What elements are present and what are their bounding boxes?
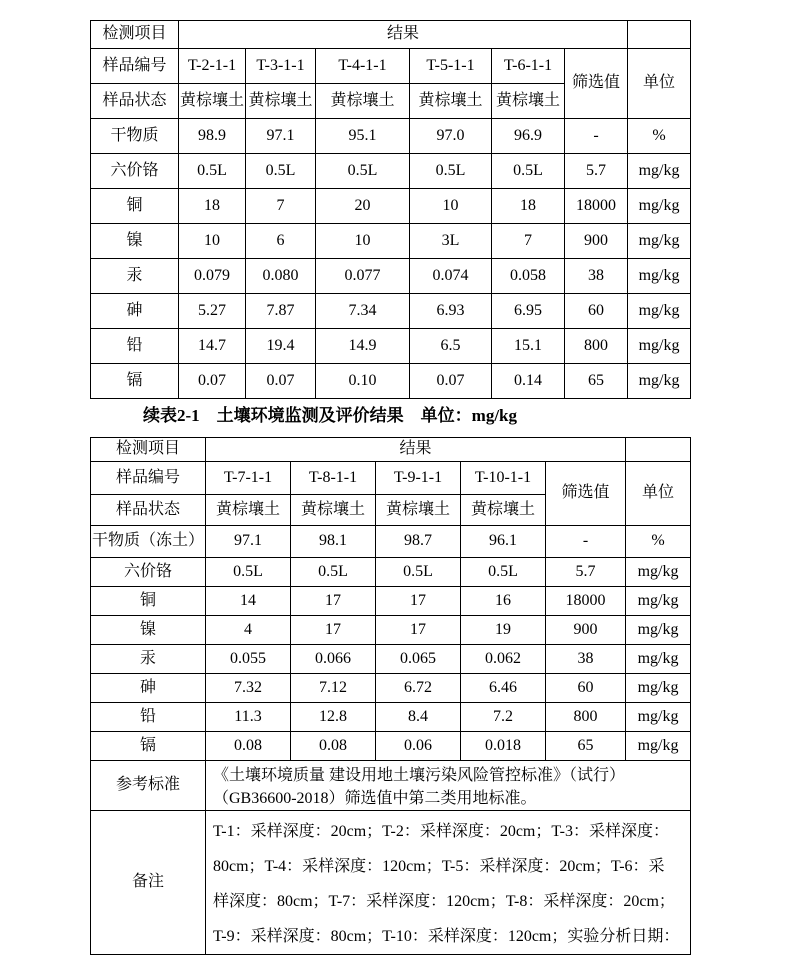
sample-state-cell: 黄棕壤土 [316, 84, 410, 119]
table-row [91, 49, 691, 84]
value-cell: 0.07 [246, 364, 316, 399]
value-cell: 7.34 [316, 294, 410, 329]
value-cell: 0.5L [206, 558, 291, 587]
header-sample-id: 样品编号 [91, 462, 206, 495]
value-cell: 16 [461, 587, 546, 616]
unit-cell: mg/kg [626, 703, 691, 732]
screening-cell: 5.7 [546, 558, 626, 587]
unit-cell: mg/kg [626, 558, 691, 587]
remarks-label: 备注 [91, 811, 206, 955]
sample-id-cell: T-3-1-1 [246, 49, 316, 84]
value-cell: 0.077 [316, 259, 410, 294]
value-cell: 7.2 [461, 703, 546, 732]
screening-cell: 800 [565, 329, 628, 364]
value-cell: 6.95 [492, 294, 565, 329]
value-cell: 6.72 [376, 674, 461, 703]
item-label: 镉 [91, 364, 179, 399]
value-cell: 0.5L [291, 558, 376, 587]
value-cell: 96.1 [461, 526, 546, 558]
value-cell: 8.4 [376, 703, 461, 732]
item-label: 镍 [91, 616, 206, 645]
table-row [91, 703, 691, 732]
value-cell: 17 [291, 587, 376, 616]
unit-cell: mg/kg [628, 154, 691, 189]
reference-standard-line: 《土壤环境质量 建设用地土壤污染风险管控标准》（试行） [213, 767, 626, 784]
screening-cell: 38 [565, 259, 628, 294]
value-cell: 97.0 [410, 119, 492, 154]
table-row [91, 558, 691, 587]
remarks-line: T-1：采样深度：20cm；T-2：采样深度：20cm；T-3：采样深度： [213, 823, 669, 840]
value-cell: 97.1 [246, 119, 316, 154]
screening-cell: 800 [546, 703, 626, 732]
unit-cell: mg/kg [628, 189, 691, 224]
value-cell: 0.5L [492, 154, 565, 189]
unit-cell: mg/kg [628, 224, 691, 259]
value-cell: 0.08 [291, 732, 376, 761]
remarks-text [206, 811, 691, 955]
sample-id-cell: T-5-1-1 [410, 49, 492, 84]
screening-cell: 18000 [546, 587, 626, 616]
screening-cell: - [565, 119, 628, 154]
item-label: 铜 [91, 189, 179, 224]
screening-cell: 38 [546, 645, 626, 674]
value-cell: 0.5L [461, 558, 546, 587]
value-cell: 17 [376, 587, 461, 616]
value-cell: 6.93 [410, 294, 492, 329]
value-cell: 7 [246, 189, 316, 224]
value-cell: 0.055 [206, 645, 291, 674]
value-cell: 95.1 [316, 119, 410, 154]
header-result: 结果 [179, 21, 628, 49]
screening-cell: 5.7 [565, 154, 628, 189]
value-cell: 10 [179, 224, 246, 259]
value-cell: 17 [291, 616, 376, 645]
value-cell: 7.87 [246, 294, 316, 329]
value-cell: 6.5 [410, 329, 492, 364]
item-label: 砷 [91, 674, 206, 703]
item-label: 汞 [91, 645, 206, 674]
unit-cell: mg/kg [626, 674, 691, 703]
value-cell: 20 [316, 189, 410, 224]
sample-id-cell: T-9-1-1 [376, 462, 461, 495]
unit-cell: % [628, 119, 691, 154]
value-cell: 19 [461, 616, 546, 645]
value-cell: 0.14 [492, 364, 565, 399]
value-cell: 4 [206, 616, 291, 645]
value-cell: 0.10 [316, 364, 410, 399]
sample-state-cell: 黄棕壤土 [461, 495, 546, 526]
table-row [91, 189, 691, 224]
sample-state-cell: 黄棕壤土 [410, 84, 492, 119]
table-row [91, 294, 691, 329]
unit-cell: mg/kg [626, 587, 691, 616]
value-cell: 0.066 [291, 645, 376, 674]
value-cell: 10 [410, 189, 492, 224]
value-cell: 98.9 [179, 119, 246, 154]
value-cell: 0.080 [246, 259, 316, 294]
sample-id-cell: T-7-1-1 [206, 462, 291, 495]
value-cell: 0.5L [376, 558, 461, 587]
sample-id-cell: T-2-1-1 [179, 49, 246, 84]
sample-id-cell: T-4-1-1 [316, 49, 410, 84]
reference-standard-label: 参考标准 [91, 761, 206, 811]
item-label: 六价铬 [91, 154, 179, 189]
header-sample-state: 样品状态 [91, 84, 179, 119]
value-cell: 0.5L [316, 154, 410, 189]
value-cell: 14 [206, 587, 291, 616]
value-cell: 98.1 [291, 526, 376, 558]
table-row [91, 329, 691, 364]
value-cell: 0.065 [376, 645, 461, 674]
value-cell: 0.07 [410, 364, 492, 399]
value-cell: 7 [492, 224, 565, 259]
item-label: 镉 [91, 732, 206, 761]
table-row [91, 438, 691, 462]
header-result: 结果 [206, 438, 626, 462]
header-unit: 单位 [628, 49, 691, 119]
value-cell: 0.5L [179, 154, 246, 189]
header-screening-value: 筛选值 [565, 49, 628, 119]
table-row [91, 21, 691, 49]
value-cell: 0.074 [410, 259, 492, 294]
value-cell: 17 [376, 616, 461, 645]
value-cell: 6 [246, 224, 316, 259]
value-cell: 14.9 [316, 329, 410, 364]
value-cell: 5.27 [179, 294, 246, 329]
value-cell: 12.8 [291, 703, 376, 732]
table-row [91, 587, 691, 616]
sample-state-cell: 黄棕壤土 [206, 495, 291, 526]
unit-cell: % [626, 526, 691, 558]
screening-cell: 60 [546, 674, 626, 703]
value-cell: 0.07 [179, 364, 246, 399]
unit-cell: mg/kg [626, 732, 691, 761]
value-cell: 11.3 [206, 703, 291, 732]
table-row [91, 364, 691, 399]
sample-id-cell: T-6-1-1 [492, 49, 565, 84]
value-cell: 6.46 [461, 674, 546, 703]
value-cell: 19.4 [246, 329, 316, 364]
table-row [91, 154, 691, 189]
item-label: 六价铬 [91, 558, 206, 587]
screening-cell: 900 [565, 224, 628, 259]
table-row [91, 761, 691, 811]
table-row [91, 645, 691, 674]
header-test-item: 检测项目 [91, 21, 179, 49]
item-label: 镍 [91, 224, 179, 259]
header-unit: 单位 [626, 462, 691, 526]
table-row [91, 224, 691, 259]
unit-cell: mg/kg [626, 616, 691, 645]
remarks-line: T-9：采样深度：80cm；T-10：采样深度：120cm；实验分析日期： [213, 928, 680, 945]
screening-cell: 65 [565, 364, 628, 399]
sample-state-cell: 黄棕壤土 [492, 84, 565, 119]
unit-cell: mg/kg [628, 329, 691, 364]
item-label: 铅 [91, 329, 179, 364]
reference-standard-text [206, 761, 691, 811]
screening-cell: - [546, 526, 626, 558]
remarks-line: 样深度：80cm；T-7：采样深度：120cm；T-8：采样深度：20cm； [213, 893, 675, 910]
screening-cell: 18000 [565, 189, 628, 224]
value-cell: 10 [316, 224, 410, 259]
reference-standard-line: （GB36600-2018）筛选值中第二类用地标准。 [213, 790, 537, 807]
item-label: 汞 [91, 259, 179, 294]
value-cell: 3L [410, 224, 492, 259]
header-sample-id: 样品编号 [91, 49, 179, 84]
table-row [91, 732, 691, 761]
value-cell: 18 [492, 189, 565, 224]
header-test-item: 检测项目 [91, 438, 206, 462]
table-row [91, 462, 691, 495]
sample-state-cell: 黄棕壤土 [376, 495, 461, 526]
value-cell: 0.08 [206, 732, 291, 761]
header-unit-spacer-cell [626, 438, 691, 462]
header-screening-value: 筛选值 [546, 462, 626, 526]
table-row [91, 811, 691, 955]
value-cell: 14.7 [179, 329, 246, 364]
value-cell: 0.018 [461, 732, 546, 761]
value-cell: 97.1 [206, 526, 291, 558]
value-cell: 18 [179, 189, 246, 224]
soil-monitoring-table-1 [90, 20, 691, 399]
table-row [91, 119, 691, 154]
unit-cell: mg/kg [626, 645, 691, 674]
table-row [91, 259, 691, 294]
value-cell: 7.12 [291, 674, 376, 703]
sample-state-cell: 黄棕壤土 [246, 84, 316, 119]
value-cell: 0.06 [376, 732, 461, 761]
value-cell: 7.32 [206, 674, 291, 703]
screening-cell: 65 [546, 732, 626, 761]
value-cell: 0.5L [246, 154, 316, 189]
value-cell: 0.058 [492, 259, 565, 294]
screening-cell: 60 [565, 294, 628, 329]
remarks-line: 80cm；T-4：采样深度：120cm；T-5：采样深度：20cm；T-6：采 [213, 858, 665, 875]
soil-monitoring-table-2 [90, 437, 691, 955]
sample-state-cell: 黄棕壤土 [179, 84, 246, 119]
unit-cell: mg/kg [628, 294, 691, 329]
table-row [91, 674, 691, 703]
table-caption: 续表2-1 土壤环境监测及评价结果 单位：mg/kg [143, 406, 517, 425]
item-label: 干物质（冻土） [91, 526, 206, 558]
value-cell: 0.062 [461, 645, 546, 674]
item-label: 干物质 [91, 119, 179, 154]
sample-state-cell: 黄棕壤土 [291, 495, 376, 526]
value-cell: 0.5L [410, 154, 492, 189]
header-unit-spacer-cell [628, 21, 691, 49]
item-label: 铜 [91, 587, 206, 616]
sample-id-cell: T-10-1-1 [461, 462, 546, 495]
item-label: 铅 [91, 703, 206, 732]
value-cell: 98.7 [376, 526, 461, 558]
value-cell: 0.079 [179, 259, 246, 294]
screening-cell: 900 [546, 616, 626, 645]
table-row [91, 616, 691, 645]
item-label: 砷 [91, 294, 179, 329]
header-sample-state: 样品状态 [91, 495, 206, 526]
unit-cell: mg/kg [628, 364, 691, 399]
value-cell: 96.9 [492, 119, 565, 154]
value-cell: 15.1 [492, 329, 565, 364]
sample-id-cell: T-8-1-1 [291, 462, 376, 495]
unit-cell: mg/kg [628, 259, 691, 294]
table-row [91, 526, 691, 558]
